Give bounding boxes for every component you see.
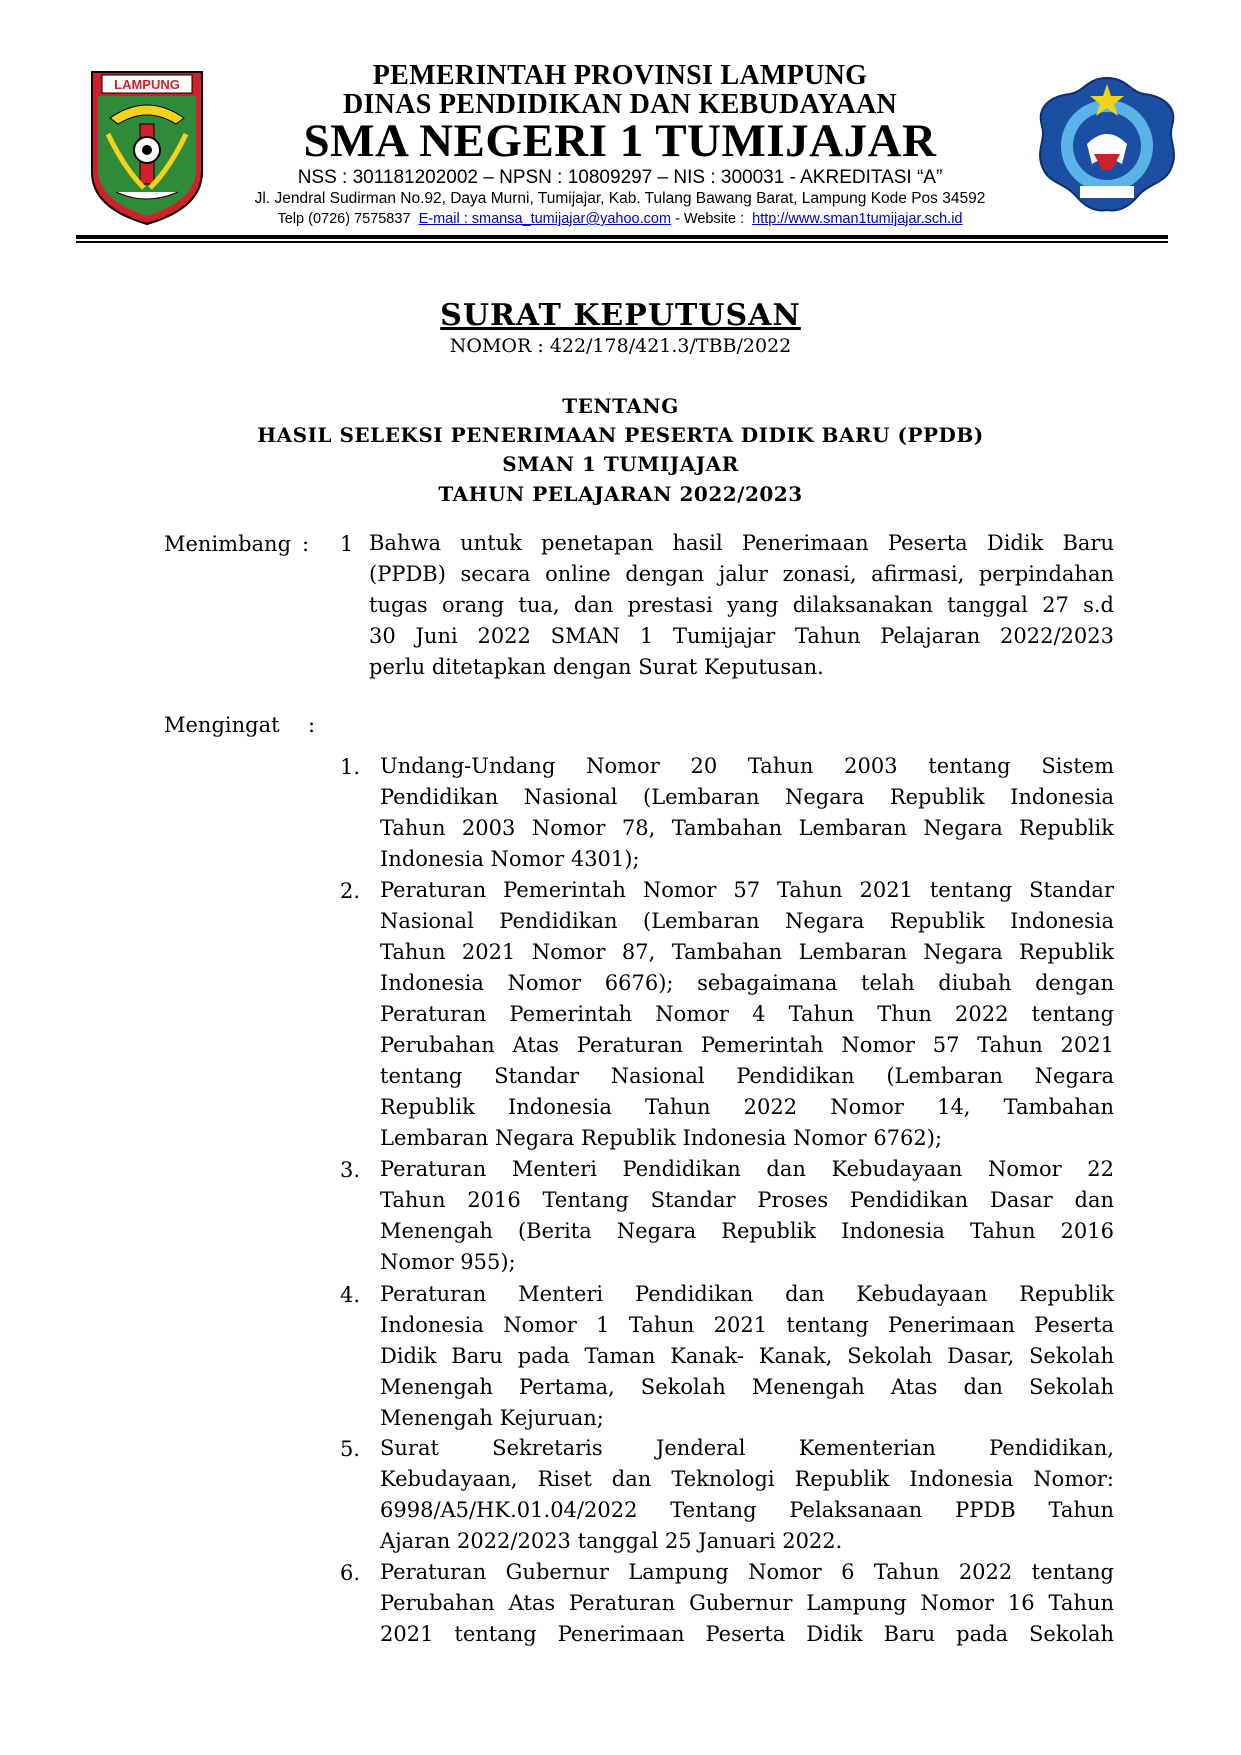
text-line: Menengah Kejuruan; [380, 1406, 604, 1430]
letterhead-government: PEMERINTAH PROVINSI LAMPUNG [372, 60, 868, 91]
mengingat-item-text [380, 1279, 1114, 1434]
letterhead-department: DINAS PENDIDIKAN DAN KEBUDAYAAN [342, 89, 898, 120]
text-line: Perubahan Atas Peraturan Gubernur Lampung Nomor 16 Tahun [380, 1591, 1114, 1615]
text-line: Menengah Pertama, Sekolah Menengah Atas dan Sekolah [380, 1375, 1114, 1399]
document-heading: SURAT KEPUTUSAN [440, 298, 801, 333]
subject-line-3: TAHUN PELAJARAN 2022/2023 [438, 482, 803, 506]
text-line: Nasional Pendidikan (Lembaran Negara Republik Indonesia [380, 909, 1114, 933]
text-line: (PPDB) secara online dengan jalur zonasi, afirmasi, perpindahan [369, 562, 1114, 586]
crest-lampung-text: LAMPUNG [114, 77, 180, 92]
mengingat-item-text [380, 1154, 1114, 1278]
mengingat-item-number: 5. [340, 1437, 361, 1461]
email-link[interactable]: E-mail : smansa_tumijajar@yahoo.com [418, 211, 672, 227]
mengingat-item-number: 2. [340, 879, 361, 903]
mengingat-colon: : [308, 713, 316, 737]
text-line: Ajaran 2022/2023 tanggal 25 Januari 2022. [380, 1529, 843, 1553]
mengingat-item-number: 4. [340, 1283, 361, 1307]
text-line: Peraturan Menteri Pendidikan dan Kebudayaan Nomor 22 [380, 1157, 1114, 1181]
website-label: - Website : [675, 211, 745, 227]
mengingat-item-number: 3. [340, 1158, 361, 1182]
text-line: Peraturan Menteri Pendidikan dan Kebudayaan Republik [380, 1282, 1114, 1306]
document-number: NOMOR : 422/178/421.3/TBB/2022 [449, 335, 792, 357]
website-link[interactable]: http://www.sman1tumijajar.sch.id [752, 211, 963, 227]
letterhead-phone: Telp (0726) 7575837 [277, 211, 411, 227]
menimbang-label: Menimbang [164, 532, 292, 556]
text-line: 30 Juni 2022 SMAN 1 Tumijajar Tahun Pelajaran 2022/2023 [369, 624, 1114, 648]
text-line: tentang Standar Nasional Pendidikan (Lembaran Negara [380, 1064, 1114, 1088]
text-line: Kebudayaan, Riset dan Teknologi Republik Indonesia Nomor: [380, 1467, 1114, 1491]
mengingat-item-number: 6. [340, 1561, 361, 1585]
lampung-crest-logo [88, 68, 206, 226]
text-line: Peraturan Pemerintah Nomor 4 Tahun Thun 2022 tentang [380, 1002, 1114, 1026]
text-line: Surat Sekretaris Jenderal Kementerian Pendidikan, [380, 1436, 1114, 1460]
text-line: Pendidikan Nasional (Lembaran Negara Republik Indonesia [380, 785, 1114, 809]
text-line: Republik Indonesia Tahun 2022 Nomor 14, Tambahan [380, 1095, 1114, 1119]
text-line: tugas orang tua, dan prestasi yang dilaksanakan tanggal 27 s.d [369, 593, 1114, 617]
text-line: Indonesia Nomor 6676); sebagaimana telah diubah dengan [380, 971, 1114, 995]
text-line: Indonesia Nomor 1 Tahun 2021 tentang Penerimaan Peserta [380, 1313, 1114, 1337]
text-line: Undang-Undang Nomor 20 Tahun 2003 tentang Sistem [380, 754, 1114, 778]
text-line: Nomor 955); [380, 1250, 516, 1274]
letterhead-address: Jl. Jendral Sudirman No.92, Daya Murni, Tumijajar, Kab. Tulang Bawang Barat, Lampung Kode Pos 34592 [254, 190, 986, 207]
text-line: Menengah (Berita Negara Republik Indonesia Tahun 2016 [380, 1219, 1114, 1243]
subject-line-1: HASIL SELEKSI PENERIMAAN PESERTA DIDIK BARU (PPDB) [257, 423, 984, 447]
letterhead-school-name: SMA NEGERI 1 TUMIJAJAR [303, 115, 937, 167]
mengingat-item-text [380, 1433, 1114, 1557]
about-heading: TENTANG [562, 394, 679, 418]
text-line: 2021 tentang Penerimaan Peserta Didik Baru pada Sekolah [380, 1622, 1114, 1646]
text-line: Tahun 2003 Nomor 78, Tambahan Lembaran Negara Republik [380, 816, 1114, 840]
text-line: Lembaran Negara Republik Indonesia Nomor 6762); [380, 1126, 943, 1150]
menimbang-number: 1 [340, 532, 354, 556]
mengingat-item-text [380, 875, 1114, 1154]
text-line: Bahwa untuk penetapan hasil Penerimaan Peserta Didik Baru [369, 531, 1114, 555]
mengingat-item-text [380, 751, 1114, 875]
mengingat-item-text [380, 1557, 1114, 1650]
text-line: Tahun 2021 Nomor 87, Tambahan Lembaran Negara Republik [380, 940, 1114, 964]
text-line: perlu ditetapkan dengan Surat Keputusan. [369, 655, 824, 679]
text-line: Didik Baru pada Taman Kanak- Kanak, Sekolah Dasar, Sekolah [380, 1344, 1114, 1368]
letterhead-thin-rule [76, 241, 1168, 243]
menimbang-colon: : [302, 532, 310, 556]
mengingat-item-number: 1. [340, 755, 361, 779]
letterhead-thick-rule [76, 235, 1168, 239]
text-line: Tahun 2016 Tentang Standar Proses Pendidikan Dasar dan [380, 1188, 1114, 1212]
text-line: Peraturan Pemerintah Nomor 57 Tahun 2021 tentang Standar [380, 878, 1114, 902]
menimbang-paragraph [369, 528, 1114, 683]
text-line: Perubahan Atas Peraturan Pemerintah Nomor 57 Tahun 2021 [380, 1033, 1114, 1057]
tut-wuri-handayani-logo [1032, 74, 1182, 214]
mengingat-label: Mengingat [164, 713, 280, 737]
text-line: Peraturan Gubernur Lampung Nomor 6 Tahun 2022 tentang [380, 1560, 1114, 1584]
subject-line-2: SMAN 1 TUMIJAJAR [502, 452, 739, 476]
text-line: 6998/A5/HK.01.04/2022 Tentang Pelaksanaan PPDB Tahun [380, 1498, 1114, 1522]
letterhead-contact [200, 211, 1040, 227]
letterhead-school-ids: NSS : 301181202002 – NPSN : 10809297 – NIS : 300031 - AKREDITASI “A” [297, 167, 943, 188]
text-line: Indonesia Nomor 4301); [380, 847, 640, 871]
